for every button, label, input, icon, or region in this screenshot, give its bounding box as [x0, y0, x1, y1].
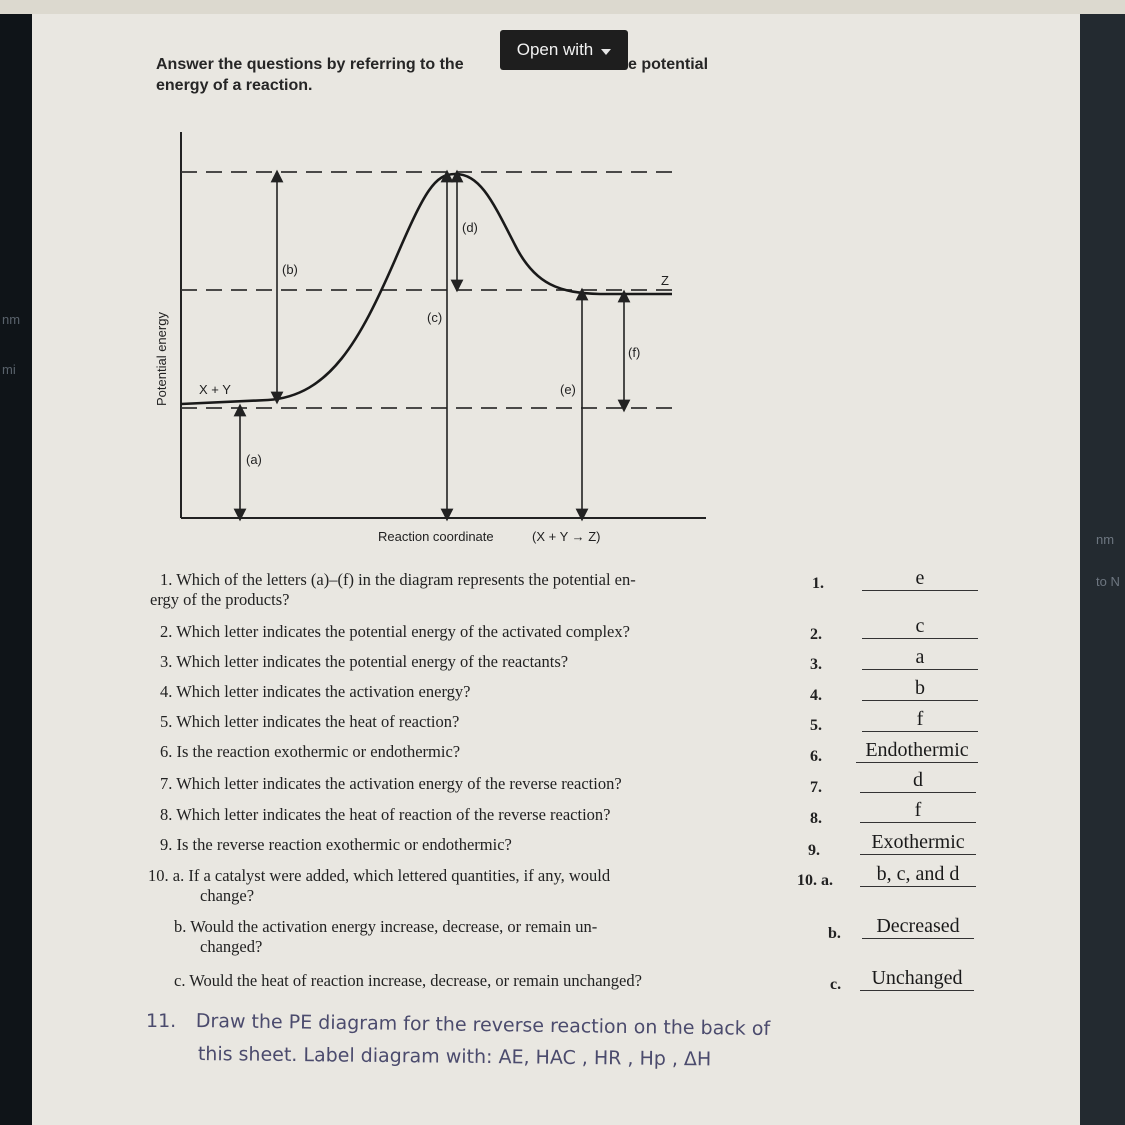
- question-1-line-1: 1. Which of the letters (a)–(f) in the diagram represents the potential en-: [160, 570, 636, 589]
- energy-diagram: [0, 0, 1125, 560]
- answer-10c: Unchanged: [860, 966, 974, 991]
- question-9: 9. Is the reverse reaction exothermic or endothermic?: [160, 835, 512, 854]
- answer-number-1: 1.: [812, 575, 824, 592]
- handwritten-number: 11.: [146, 1010, 177, 1032]
- energy-curve: [181, 174, 672, 404]
- answer-number-7: 7.: [810, 779, 822, 796]
- left-edge-text-2: mi: [2, 362, 16, 377]
- answer-number-10a: 10. a.: [797, 872, 833, 889]
- question-6: 6. Is the reaction exothermic or endothermic?: [160, 742, 461, 761]
- intro-line-1-right: e potential: [628, 56, 709, 73]
- answer-7: d: [860, 768, 976, 793]
- answer-9: Exothermic: [860, 830, 976, 855]
- answer-10b: Decreased: [862, 914, 974, 939]
- question-8: 8. Which letter indicates the heat of reaction of the reverse reaction?: [160, 805, 611, 824]
- letter-a-label: (a): [246, 452, 262, 467]
- answer-number-10b: b.: [828, 925, 841, 942]
- handwritten-line-2: this sheet. Label diagram with: AE, HAC , HR , Hp , ΔH: [197, 1043, 712, 1071]
- question-10a-line-1: 10. a. If a catalyst were added, which lettered quantities, if any, would: [148, 866, 611, 885]
- answer-number-6: 6.: [810, 748, 822, 765]
- product-label: Z: [661, 273, 669, 288]
- answer-number-9: 9.: [808, 842, 820, 859]
- answer-1: e: [862, 566, 978, 591]
- question-10c: c. Would the heat of reaction increase, decrease, or remain unchanged?: [174, 971, 642, 990]
- answer-number-5: 5.: [810, 717, 822, 734]
- x-axis-label: Reaction coordinate: [378, 529, 494, 544]
- answer-8: f: [860, 798, 976, 823]
- letter-c-label: (c): [427, 310, 443, 325]
- question-10a-line-2: change?: [200, 886, 255, 905]
- answer-number-4: 4.: [810, 687, 822, 704]
- question-5: 5. Which letter indicates the heat of reaction?: [160, 712, 460, 731]
- answer-4: b: [862, 676, 978, 701]
- letter-b-label: (b): [282, 262, 298, 277]
- reactant-label: X + Y: [199, 382, 231, 397]
- answer-number-8: 8.: [810, 810, 822, 827]
- answer-number-10c: c.: [830, 976, 842, 993]
- question-1-line-2: ergy of the products?: [150, 590, 290, 609]
- intro-line-2: energy of a reaction.: [156, 77, 313, 94]
- y-axis-label: Potential energy: [154, 312, 169, 406]
- letter-d-label: (d): [462, 220, 478, 235]
- letter-e-label: (e): [560, 382, 576, 397]
- answer-2: c: [862, 614, 978, 639]
- left-edge-text-1: nm: [2, 312, 21, 327]
- question-2: 2. Which letter indicates the potential energy of the activated complex?: [160, 622, 630, 641]
- intro-line-1-left: Answer the questions by referring to the: [156, 56, 464, 73]
- question-4: 4. Which letter indicates the activation energy?: [160, 682, 471, 701]
- answer-5: f: [862, 707, 978, 732]
- handwritten-line-1: Draw the PE diagram for the reverse reaction on the back of: [195, 1010, 771, 1041]
- x-axis-equation: (X + Y → Z): [532, 529, 601, 544]
- open-with-label: Open with: [516, 40, 594, 59]
- right-edge-text-2: to N: [1096, 574, 1120, 589]
- answer-number-2: 2.: [810, 626, 822, 643]
- letter-f-label: (f): [628, 345, 641, 360]
- question-10b-line-1: b. Would the activation energy increase, decrease, or remain un-: [174, 917, 598, 936]
- right-edge-text-1: nm: [1096, 532, 1115, 547]
- answer-6: Endothermic: [856, 738, 978, 763]
- question-7: 7. Which letter indicates the activation energy of the reverse reaction?: [160, 774, 622, 793]
- answer-10a: b, c, and d: [860, 862, 976, 887]
- question-10b-line-2: changed?: [200, 937, 263, 956]
- answer-number-3: 3.: [810, 656, 822, 673]
- question-3: 3. Which letter indicates the potential energy of the reactants?: [160, 652, 569, 671]
- answer-3: a: [862, 645, 978, 670]
